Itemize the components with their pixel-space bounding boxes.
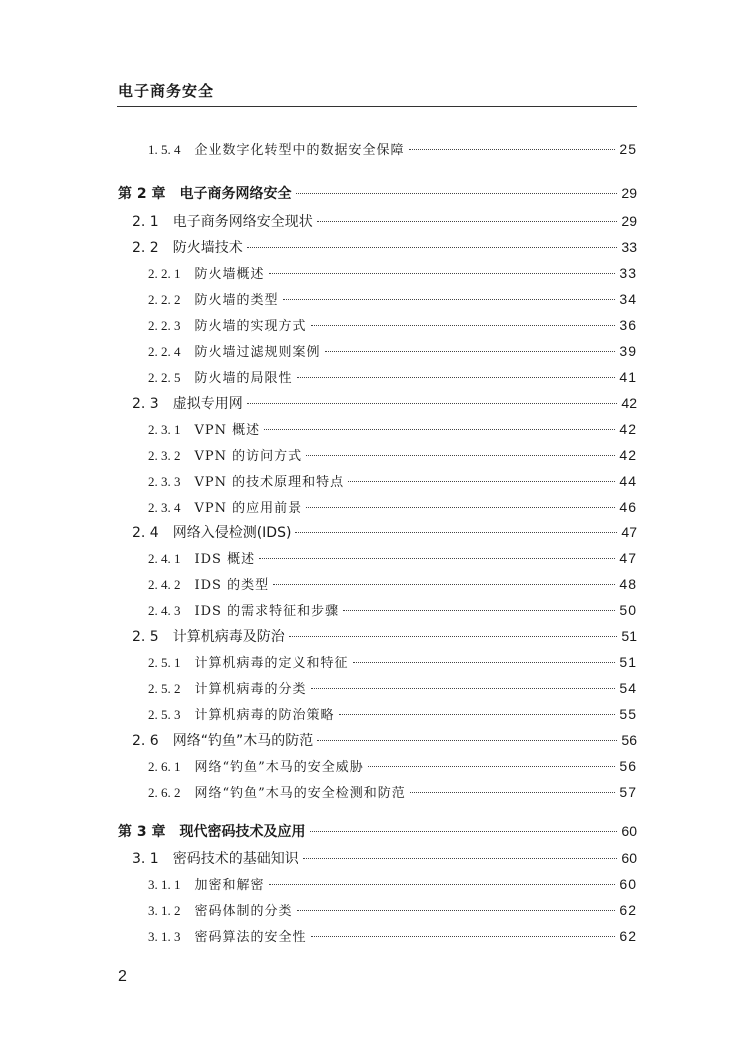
toc-entry-page: 29 [621,213,637,229]
toc-entry-title: 计算机病毒的定义和特征 [194,656,349,671]
toc-entry [148,756,637,776]
toc-entry-page: 54 [619,680,637,696]
toc-entry-title: VPN 的访问方式 [194,449,303,464]
toc-entry-title: 密码算法的安全性 [194,930,307,945]
toc-entry [148,263,637,283]
toc-entry [148,497,637,517]
toc-dot-leader [343,610,615,611]
toc-entry [148,574,637,594]
toc-entry-page: 25 [619,141,637,157]
toc-entry-number: 2. 3. 2 [148,448,181,463]
toc-dot-leader [339,714,616,715]
toc-dot-leader [273,584,615,585]
toc-entry-page: 50 [619,602,637,618]
toc-entry [148,926,637,946]
toc-entry [148,874,637,894]
toc-entry-title: 加密和解密 [194,878,265,893]
toc-entry-page: 56 [619,758,637,774]
toc-dot-leader [306,507,615,508]
toc-dot-leader [264,429,615,430]
toc-entry-page: 44 [619,473,637,489]
header-divider [117,106,637,107]
toc-entry-title: 密码体制的分类 [194,904,293,919]
toc-entry-title: 网络“钓鱼”木马的安全威胁 [194,760,364,775]
toc-entry-page: 47 [619,550,637,566]
toc-entry [132,626,637,646]
toc-entry-title: VPN 的应用前景 [194,501,303,516]
toc-entry-title: VPN 概述 [194,423,261,438]
toc-entry-page: 48 [619,576,637,592]
toc-entry-page: 62 [619,928,637,944]
toc-entry-number: 3. 1. 1 [148,877,181,892]
toc-entry-page: 41 [619,369,637,385]
toc-entry-number: 2. 2. 1 [148,266,181,281]
toc-entry-number: 2. 3. 4 [148,500,181,515]
toc-entry-page: 42 [619,447,637,463]
toc-entry [148,315,637,335]
toc-dot-leader [306,455,615,456]
toc-entry-number: 2. 3. 3 [148,474,181,489]
toc-entry-page: 42 [619,421,637,437]
toc-entry-page: 60 [621,823,637,839]
toc-entry [148,900,637,920]
toc-entry-number: 2. 2 [132,240,159,256]
toc-entry-title: 网络“钓鱼”木马的防范 [172,733,314,749]
toc-entry-title: 防火墙的类型 [194,293,279,308]
toc-entry-page: 51 [621,628,637,644]
toc-entry-page: 62 [619,902,637,918]
toc-dot-leader [283,299,616,300]
toc-entry-page: 60 [619,876,637,892]
toc-dot-leader [247,247,618,248]
header-title: 电子商务安全 [118,82,215,100]
toc-entry-number: 2. 3 [132,396,159,412]
toc-entry [148,782,637,802]
toc-entry-page: 29 [621,185,637,201]
toc-dot-leader [317,740,617,741]
toc-entry-number: 2. 5 [132,629,159,645]
toc-dot-leader [303,858,618,859]
toc-entry [148,600,637,620]
toc-entry-page: 51 [619,654,637,670]
toc-entry [132,522,637,542]
toc-entry [132,237,637,257]
toc-entry-title: 计算机病毒的防治策略 [194,708,335,723]
toc-entry [148,289,637,309]
toc-entry-title: 网络“钓鱼”木马的安全检测和防范 [194,786,406,801]
toc-entry-title: VPN 的技术原理和特点 [194,475,345,490]
toc-entry [148,678,637,698]
toc-entry-page: 46 [619,499,637,515]
toc-dot-leader [409,149,616,150]
toc-dot-leader [269,273,616,274]
toc-dot-leader [325,351,616,352]
toc-entry-number: 2. 6. 1 [148,759,181,774]
toc-entry [132,848,637,868]
toc-dot-leader [296,193,618,194]
toc-entry [118,821,637,841]
toc-dot-leader [259,558,615,559]
toc-dot-leader [348,481,615,482]
toc-entry-title: 防火墙过滤规则案例 [194,345,321,360]
toc-entry-title: 现代密码技术及应用 [179,824,306,840]
toc-entry-title: 防火墙概述 [194,267,265,282]
toc-entry-page: 57 [619,784,637,800]
toc-entry-number: 2. 5. 2 [148,681,181,696]
toc-entry-number: 2. 3. 1 [148,422,181,437]
toc-dot-leader [269,884,616,885]
toc-entry-page: 34 [619,291,637,307]
toc-entry-title: IDS 概述 [194,552,256,567]
toc-dot-leader [311,936,616,937]
toc-entry [132,211,637,231]
toc-entry-number: 3. 1 [132,851,159,867]
toc-entry-page: 55 [619,706,637,722]
toc-dot-leader [297,377,616,378]
toc-entry-number: 2. 6 [132,733,159,749]
toc-entry-number: 2. 6. 2 [148,785,181,800]
toc-entry-number: 2. 4. 2 [148,577,181,592]
toc-entry-number: 2. 4. 1 [148,551,181,566]
toc-entry-page: 60 [621,850,637,866]
toc-entry [148,341,637,361]
toc-entry-number: 3. 1. 3 [148,929,181,944]
toc-dot-leader [353,662,616,663]
toc-entry-title: 防火墙技术 [172,240,243,256]
toc-entry-page: 36 [619,317,637,333]
toc-dot-leader [297,910,616,911]
toc-entry-number: 第 3 章 [118,824,166,840]
toc-entry-number: 2. 2. 5 [148,370,181,385]
page-number: 2 [118,968,127,985]
toc-entry-number: 第 2 章 [118,186,166,202]
toc-entry-title: 虚拟专用网 [172,396,243,412]
toc-entry-page: 33 [619,265,637,281]
toc-dot-leader [368,766,616,767]
toc-dot-leader [289,636,618,637]
toc-entry-page: 56 [621,732,637,748]
toc-entry-number: 3. 1. 2 [148,903,181,918]
toc-entry [148,652,637,672]
toc-entry-page: 39 [619,343,637,359]
toc-entry-page: 42 [621,395,637,411]
toc-dot-leader [310,831,618,832]
toc-entry-title: 密码技术的基础知识 [172,851,299,867]
toc-entry [148,367,637,387]
toc-entry-title: 电子商务网络安全 [179,186,292,202]
toc-dot-leader [295,532,617,533]
toc-entry-number: 2. 4. 3 [148,603,181,618]
toc-entry-title: 防火墙的局限性 [194,371,293,386]
toc-dot-leader [247,403,618,404]
toc-entry-number: 2. 1 [132,214,159,230]
toc-dot-leader [311,325,616,326]
toc-entry-number: 1. 5. 4 [148,142,181,157]
toc-entry-title: 计算机病毒及防治 [172,629,285,645]
toc-entry [148,139,637,159]
toc-dot-leader [311,688,616,689]
toc-entry-title: 网络入侵检测(IDS) [172,525,292,541]
toc-dot-leader [317,221,618,222]
toc-entry [148,548,637,568]
toc-entry [148,419,637,439]
toc-entry [132,730,637,750]
toc-entry-title: IDS 的需求特征和步骤 [194,604,340,619]
toc-entry-number: 2. 5. 3 [148,707,181,722]
toc-entry-number: 2. 5. 1 [148,655,181,670]
toc-entry [148,471,637,491]
toc-entry-number: 2. 2. 4 [148,344,181,359]
toc-entry-title: 防火墙的实现方式 [194,319,307,334]
toc-entry-page: 47 [621,524,637,540]
toc-entry-number: 2. 2. 2 [148,292,181,307]
toc-entry-page: 33 [621,239,637,255]
toc-entry [132,393,637,413]
toc-entry [118,183,637,203]
toc-entry-title: IDS 的类型 [194,578,270,593]
toc-entry-title: 电子商务网络安全现状 [172,214,313,230]
toc-entry-title: 企业数字化转型中的数据安全保障 [194,143,405,158]
toc-entry-number: 2. 2. 3 [148,318,181,333]
toc-entry [148,445,637,465]
toc-dot-leader [410,792,616,793]
toc-entry-number: 2. 4 [132,525,159,541]
toc-entry [148,704,637,724]
toc-entry-title: 计算机病毒的分类 [194,682,307,697]
